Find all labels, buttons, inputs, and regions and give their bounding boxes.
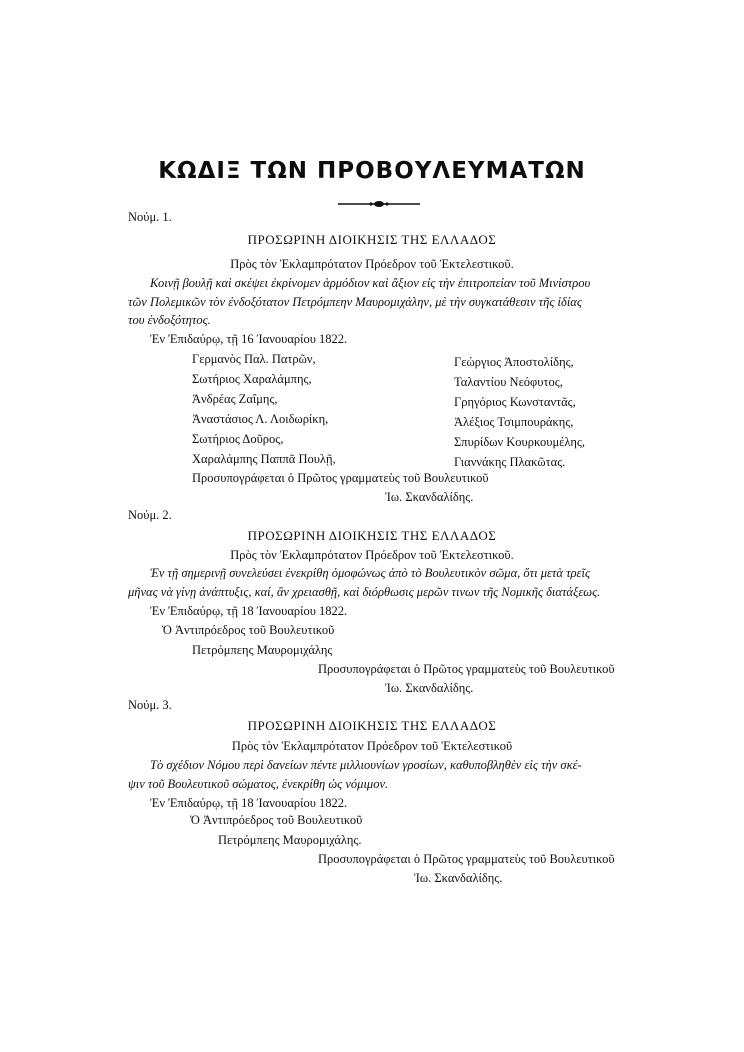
decree-2-header: ΠΡΟΣΩΡΙΝΗ ΔΙΟΙΚΗΣΙΣ ΤΗΣ ΕΛΛΑΔΟΣ	[247, 528, 497, 543]
signatory-left: Γερμανὸς Παλ. Πατρῶν,	[192, 352, 316, 366]
decree-1-body-line: τῶν Πολεμικῶν τὸν ἐνδοξότατον Πετρόμπεην Μαυρομιχάλην, μὲ τὴν συγκατάθεσιν τῆς ἰδίας	[128, 295, 582, 309]
decree-2-vice-president-name: Πετρόμπεης Μαυρομιχάλης	[192, 643, 333, 657]
decree-3-secretary: Ἰω. Σκανδαλίδης.	[414, 871, 503, 885]
signatory-right: Γρηγόριος Κωνσταντᾶς,	[454, 395, 576, 409]
decree-3-vice-president-name: Πετρόμπεης Μαυρομιχάλης.	[218, 833, 362, 847]
decree-1-header: ΠΡΟΣΩΡΙΝΗ ΔΙΟΙΚΗΣΙΣ ΤΗΣ ΕΛΛΑΔΟΣ	[247, 232, 497, 247]
decree-3-addressee: Πρὸς τὸν Ἐκλαμπρότατον Πρόεδρον τοῦ Ἐκτελεστικοῦ	[231, 739, 513, 753]
decree-1-countersign: Προσυπογράφεται ὁ Πρῶτος γραμματεὺς τοῦ Βουλευτικοῦ	[192, 471, 489, 485]
signatory-left: Ἀναστάσιος Λ. Λοιδωρίκη,	[192, 412, 329, 426]
decree-1-body-line: Κοινῇ βουλῇ καὶ σκέψει ἐκρίνομεν ἁρμόδιον καὶ ἄξιον εἰς τὴν ἐπιτροπείαν τοῦ Μινίστρου	[150, 276, 591, 290]
decree-3-vice-president: Ὁ Ἀντιπρόεδρος τοῦ Βουλευτικοῦ	[190, 813, 363, 827]
decree-1-body-line: του ἐνδοξότητος.	[128, 313, 211, 327]
signatory-left: Χαραλάμπης Παππᾶ Πουλῇ,	[192, 452, 336, 466]
decree-3-body-line: Τὸ σχέδιον Νόμου περὶ δανείων πέντε μιλλιουνίων γροσίων, καθυποβληθὲν εἰς τὴν σκέ-	[150, 758, 582, 772]
title-ornament	[338, 199, 420, 209]
signatory-left: Σωτήριος Δοῦρος,	[192, 432, 284, 446]
decree-1-secretary: Ἰω. Σκανδαλίδης.	[385, 490, 474, 504]
signatory-left: Ἀνδρέας Ζαΐμης,	[192, 392, 278, 406]
decree-2-vice-president: Ὁ Ἀντιπρόεδρος τοῦ Βουλευτικοῦ	[162, 623, 335, 637]
signatory-right: Γεώργιος Ἀποστολίδης,	[454, 355, 574, 369]
signatory-right: Γιαννάκης Πλακῶτας.	[454, 455, 566, 469]
decree-2-number: Νούμ. 2.	[128, 508, 172, 522]
signatory-right: Σπυρίδων Κουρκουμέλης,	[454, 435, 585, 449]
decree-1-date: Ἐν Ἐπιδαύρῳ, τῇ 16 Ἰανουαρίου 1822.	[150, 332, 348, 346]
decree-2-body-line: Ἐν τῇ σημερινῇ συνελεύσει ἐνεκρίθη ὁμοφώνως ἀπὸ τὸ Βουλευτικὸν σῶμα, ὅτι μετὰ τρεῖς	[150, 566, 591, 580]
decree-2-addressee: Πρὸς τὸν Ἐκλαμπρότατον Πρόεδρον τοῦ Ἐκτελεστικοῦ.	[230, 548, 514, 562]
decree-3-header: ΠΡΟΣΩΡΙΝΗ ΔΙΟΙΚΗΣΙΣ ΤΗΣ ΕΛΛΑΔΟΣ	[247, 718, 497, 733]
decree-3-date: Ἐν Ἐπιδαύρῳ, τῇ 18 Ἰανουαρίου 1822.	[150, 796, 348, 810]
decree-3-body-line: ψιν τοῦ Βουλευτικοῦ σώματος, ἐνεκρίθη ὡς νόμιμον.	[128, 777, 389, 791]
signatory-right: Ταλαντίου Νεόφυτος,	[454, 375, 563, 389]
decree-2-body-line: μῆνας νὰ γίνῃ ἀνάπτυξις, καί, ἂν χρειασθῇ, καὶ διόρθωσις μερῶν τινων τῆς Νομικῆς διατάξεως.	[128, 585, 601, 599]
decree-3-countersign: Προσυπογράφεται ὁ Πρῶτος γραμματεὺς τοῦ Βουλευτικοῦ	[318, 852, 615, 866]
signatory-right: Ἀλέξιος Τσιμπουράκης,	[454, 415, 574, 429]
page-title: ΚΩΔΙΞ ΤΩΝ ΠΡΟΒΟΥΛΕΥΜΑΤΩΝ	[158, 158, 586, 184]
decree-2-secretary: Ἰω. Σκανδαλίδης.	[385, 681, 474, 695]
decree-1-number: Νούμ. 1.	[128, 210, 172, 224]
signatory-left: Σωτήριος Χαραλάμπης,	[192, 372, 312, 386]
decree-2-date: Ἐν Ἐπιδαύρῳ, τῇ 18 Ἰανουαρίου 1822.	[150, 604, 348, 618]
decree-3-number: Νούμ. 3.	[128, 698, 172, 712]
decree-1-addressee: Πρὸς τὸν Ἐκλαμπρότατον Πρόεδρον τοῦ Ἐκτελεστικοῦ.	[230, 257, 514, 271]
decree-2-countersign: Προσυπογράφεται ὁ Πρῶτος γραμματεὺς τοῦ Βουλευτικοῦ	[318, 662, 615, 676]
